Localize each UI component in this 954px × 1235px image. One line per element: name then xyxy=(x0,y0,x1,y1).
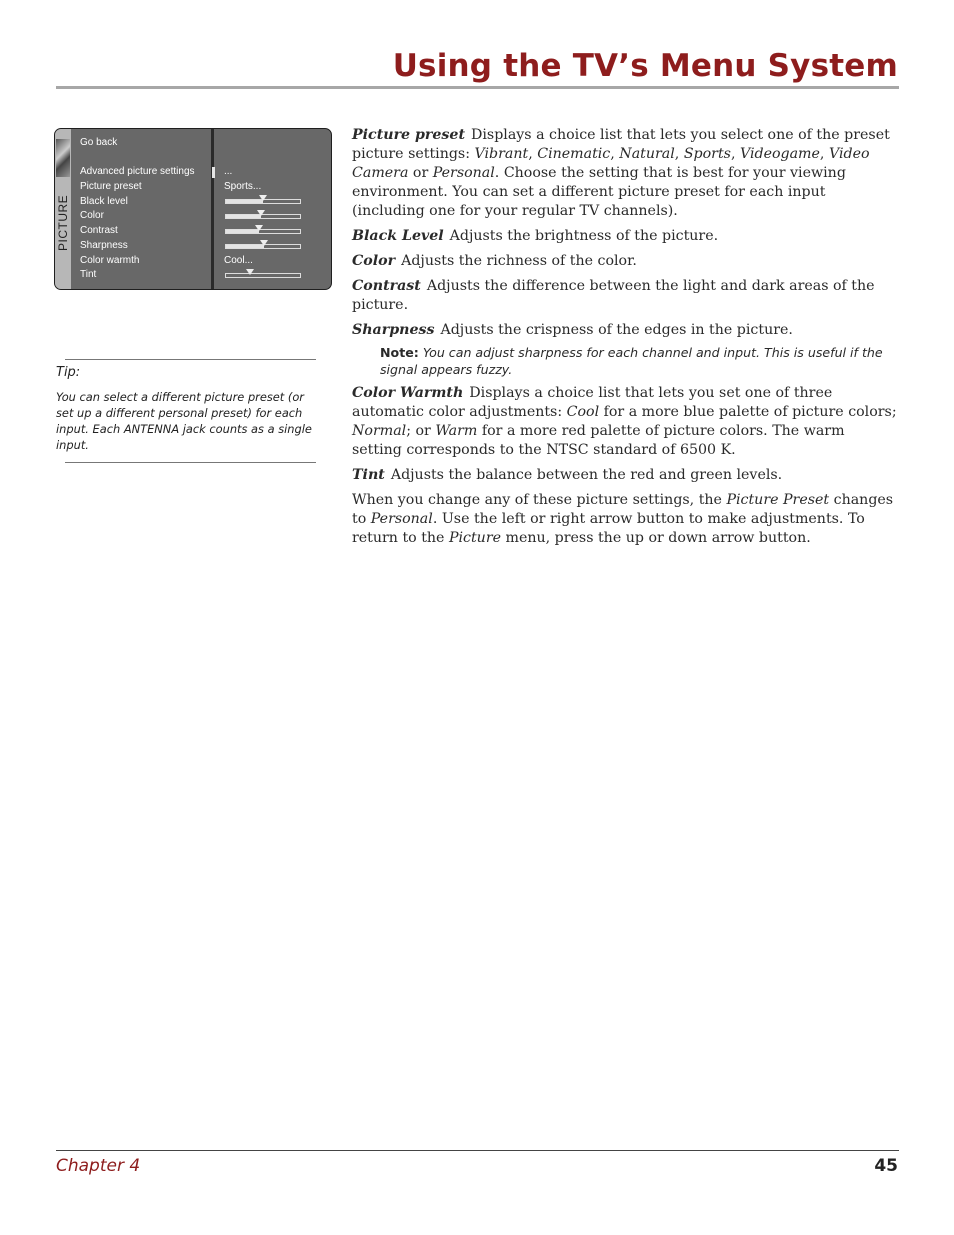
option: Normal xyxy=(352,423,407,439)
footer-chapter: Chapter 4 xyxy=(56,1156,141,1176)
main-content xyxy=(352,126,898,554)
menu-value-picture-preset: Sports... xyxy=(224,181,262,192)
menu-item-black-level: Black level xyxy=(80,196,128,207)
selection-marker xyxy=(212,167,215,178)
menu-item-sharpness: Sharpness xyxy=(80,240,128,251)
menu-item-advanced-picture-settings: Advanced picture settings xyxy=(80,166,195,177)
text: Adjusts the brightness of the picture. xyxy=(449,228,719,244)
term-picture-preset: Picture preset xyxy=(352,127,465,143)
text: Displays a choice list that lets you set one of three automatic color adjustments: xyxy=(352,385,833,420)
term-sharpness: Sharpness xyxy=(352,322,435,338)
menu-item-color: Color xyxy=(80,210,104,221)
slider-fill xyxy=(226,215,261,218)
note-text: You can adjust sharpness for each channel and input. This is useful if the signal appears fuzzy. xyxy=(380,345,883,377)
emphasis: Picture Preset xyxy=(726,492,830,508)
menu-item-picture-preset: Picture preset xyxy=(80,181,142,192)
black-level-paragraph xyxy=(352,227,898,246)
slider-thumb xyxy=(260,240,268,246)
term-black-level: Black Level xyxy=(352,228,444,244)
menu-item-go-back: Go back xyxy=(80,137,118,148)
text: menu, press the up or down arrow button. xyxy=(501,530,811,546)
header-rule xyxy=(56,86,899,89)
text: . Use the left or right arrow button to make adjustments. To return to the xyxy=(352,511,865,546)
slider-thumb xyxy=(255,225,263,231)
text: or xyxy=(408,165,433,181)
text: Adjusts the difference between the light and dark areas of the picture. xyxy=(352,278,875,313)
text: , xyxy=(610,146,620,162)
text: ; or xyxy=(406,423,436,439)
tip-rule-bottom xyxy=(65,462,316,463)
menu-item-color-warmth: Color warmth xyxy=(80,255,140,266)
menu-divider xyxy=(211,129,214,289)
picture-icon xyxy=(56,139,70,177)
menu-item-contrast: Contrast xyxy=(80,225,118,236)
menu-tab-label: PICTURE xyxy=(56,194,70,252)
picture-preset-paragraph xyxy=(352,126,898,221)
color-paragraph xyxy=(352,252,898,271)
text: changes to xyxy=(352,492,894,527)
option: Personal xyxy=(432,165,495,181)
color-slider xyxy=(225,214,301,219)
option: Vibrant xyxy=(474,146,529,162)
text: , xyxy=(674,146,684,162)
slider-thumb xyxy=(257,210,265,216)
option: Videogame xyxy=(739,146,820,162)
option: Warm xyxy=(435,423,478,439)
closing-paragraph xyxy=(352,491,898,548)
black-level-slider xyxy=(225,199,301,204)
sharpness-slider xyxy=(225,244,301,249)
sharpness-note xyxy=(380,344,898,378)
menu-item-tint: Tint xyxy=(80,269,97,280)
emphasis: Picture xyxy=(448,530,501,546)
text: , xyxy=(730,146,740,162)
tip-text: You can select a different picture preset (or set up a different personal preset) for each input. Each ANTENNA jack counts as a single input. xyxy=(56,390,312,452)
tint-slider xyxy=(225,273,301,278)
menu-value-advanced: ... xyxy=(224,166,233,177)
text: When you change any of these picture settings, the xyxy=(352,492,727,508)
term-color-warmth: Color Warmth xyxy=(352,385,464,401)
contrast-paragraph xyxy=(352,277,898,315)
text: . Choose the setting that is best for your viewing environment. You can set a different picture preset for each input (including one for your regular TV channels). xyxy=(352,165,846,219)
text: , xyxy=(528,146,538,162)
slider-fill xyxy=(226,245,264,248)
term-contrast: Contrast xyxy=(352,278,421,294)
footer-rule xyxy=(56,1150,899,1151)
text: for a more red palette of picture colors. The warm setting corresponds to the NTSC standard of 6500 K. xyxy=(352,423,845,458)
tint-paragraph xyxy=(352,466,898,485)
term-color: Color xyxy=(352,253,396,269)
page-title: Using the TV’s Menu System xyxy=(392,48,898,84)
tv-picture-menu xyxy=(54,128,332,290)
text: Adjusts the balance between the red and green levels. xyxy=(390,467,783,483)
slider-thumb xyxy=(259,195,267,201)
option: Natural xyxy=(619,146,675,162)
note-label: Note: xyxy=(380,345,419,360)
text: , xyxy=(819,146,829,162)
option: Sports xyxy=(683,146,731,162)
option: Cinematic xyxy=(537,146,611,162)
tip-heading: Tip: xyxy=(56,365,81,380)
contrast-slider xyxy=(225,229,301,234)
option: Video Camera xyxy=(352,146,870,181)
menu-value-color-warmth: Cool... xyxy=(224,255,253,266)
slider-fill xyxy=(226,200,263,203)
page-number: 45 xyxy=(874,1156,898,1176)
term-tint: Tint xyxy=(352,467,385,483)
option: Cool xyxy=(566,404,600,420)
text: Displays a choice list that lets you select one of the preset picture settings: xyxy=(352,127,890,162)
sharpness-paragraph xyxy=(352,321,898,340)
text: Adjusts the richness of the color. xyxy=(401,253,637,269)
text: Adjusts the crispness of the edges in the picture. xyxy=(440,322,793,338)
slider-thumb xyxy=(246,269,254,275)
text: for a more blue palette of picture colors; xyxy=(599,404,897,420)
menu-tab xyxy=(55,129,71,289)
emphasis: Personal xyxy=(370,511,433,527)
color-warmth-paragraph xyxy=(352,384,898,460)
tip-rule-top xyxy=(65,359,316,360)
